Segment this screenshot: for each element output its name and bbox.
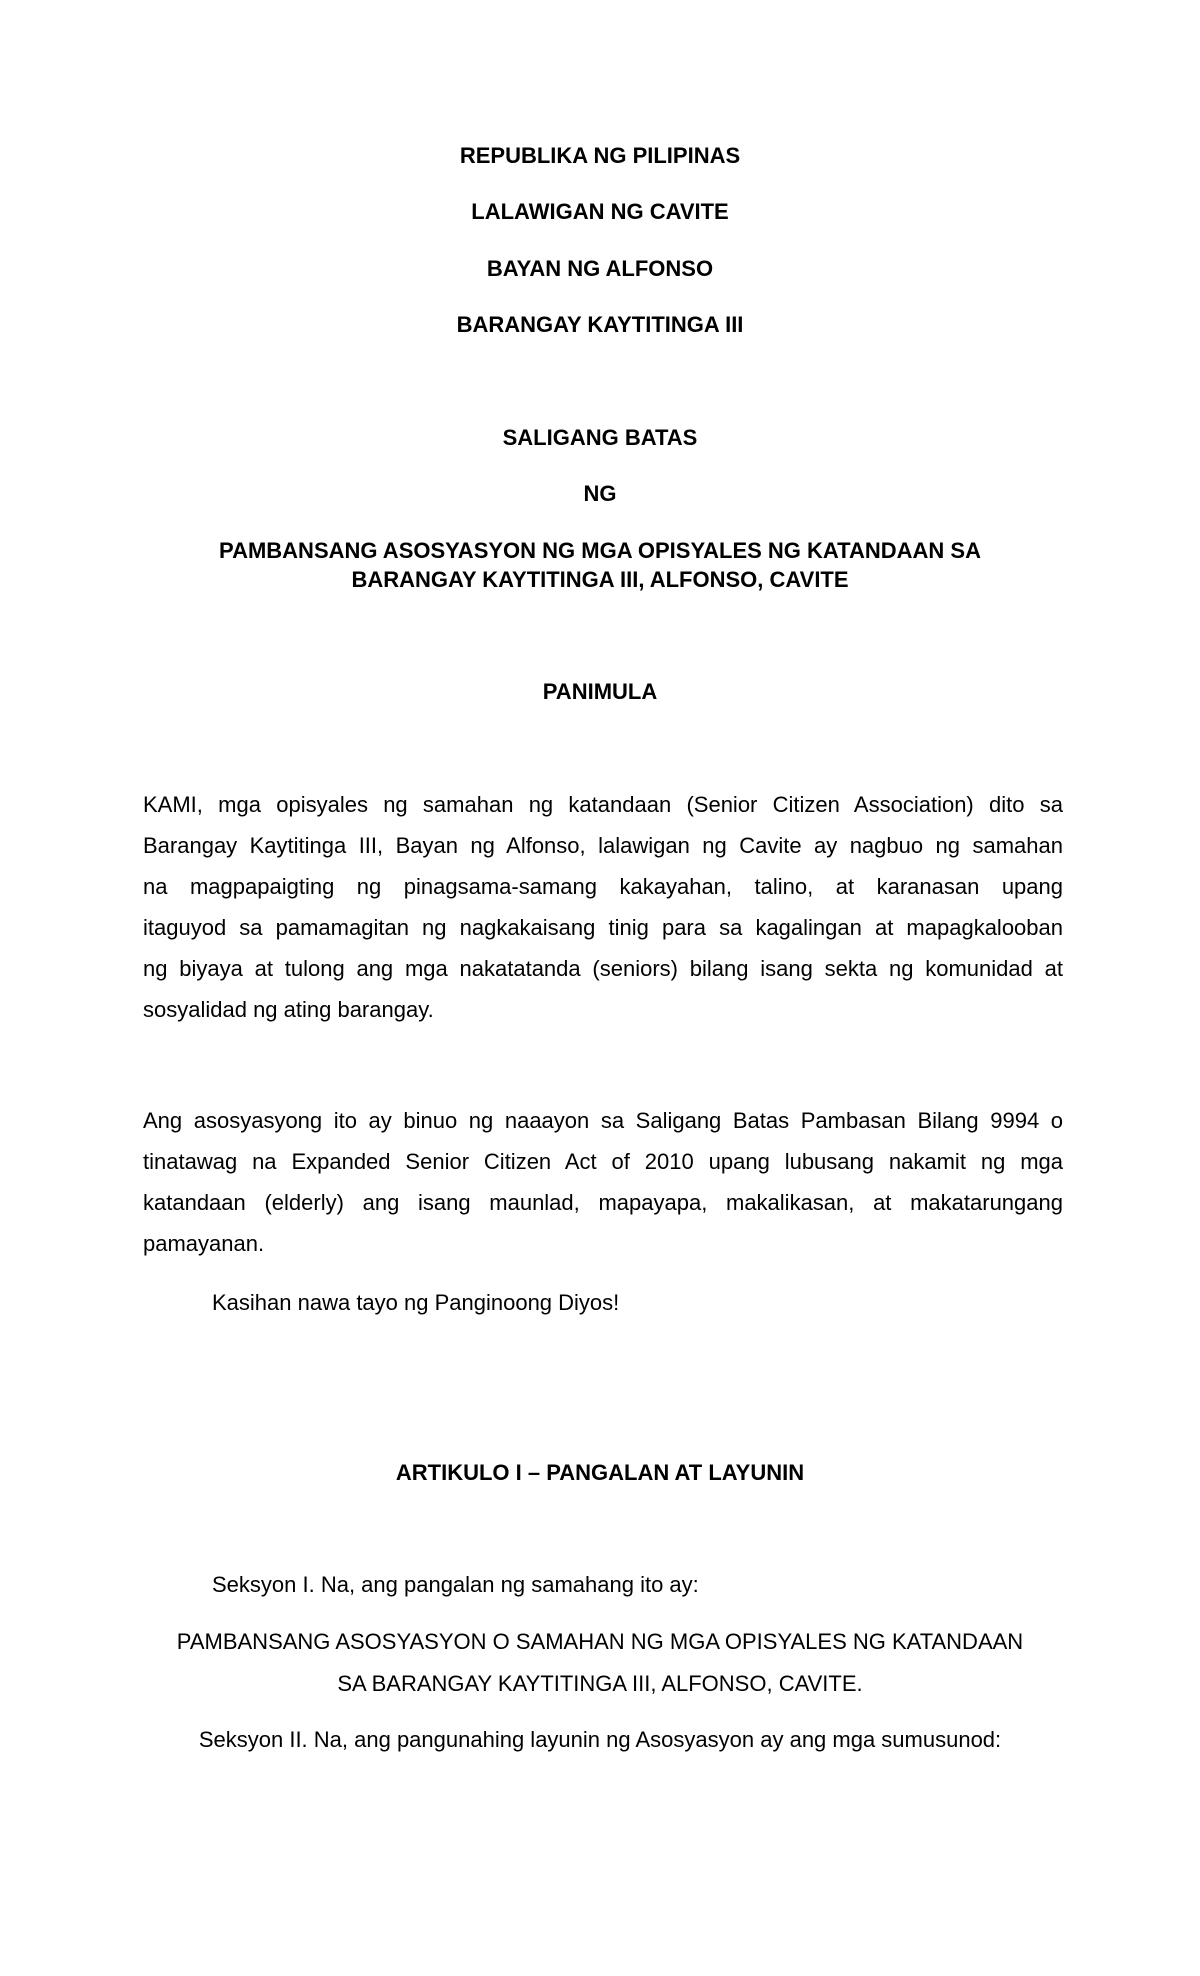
paragraph-line: Ang asosyasyong ito ay binuo ng naaayon sa Saligang Batas Pambasan Bilang 9994 o <box>143 1108 1063 1133</box>
association-name-line1: PAMBANSANG ASOSYASYON NG MGA OPISYALES NG KATANDAAN SA <box>219 538 981 563</box>
header-municipality: BAYAN NG ALFONSO <box>486 256 714 281</box>
seksyon-2-text: Seksyon II. Na, ang pangunahing layunin ng Asosyasyon ay ang mga sumusunod: <box>198 1727 1002 1752</box>
paragraph-line: pamayanan. <box>143 1231 265 1256</box>
paragraph-line: KAMI, mga opisyales ng samahan ng katandaan (Senior Citizen Association) dito sa <box>143 792 1063 817</box>
seksyon-1-text: Seksyon I. Na, ang pangalan ng samahang ito ay: <box>212 1572 699 1597</box>
paragraph-line: ng biyaya at tulong ang mga nakatatanda (seniors) bilang isang sekta ng komunidad at <box>143 956 1063 981</box>
closing-blessing: Kasihan nawa tayo ng Panginoong Diyos! <box>212 1290 620 1315</box>
paragraph-line: na magpapaigting ng pinagsama-samang kakayahan, talino, at karanasan upang <box>143 874 1063 899</box>
paragraph-line: itaguyod sa pamamagitan ng nagkakaisang tinig para sa kagalingan at mapagkalooban <box>143 915 1063 940</box>
paragraph-line: katandaan (elderly) ang isang maunlad, mapayapa, makalikasan, at makatarungang <box>143 1190 1063 1215</box>
artikulo-1-heading: ARTIKULO I – PANGALAN AT LAYUNIN <box>395 1460 805 1485</box>
paragraph-line: sosyalidad ng ating barangay. <box>143 997 434 1022</box>
official-name-line1: PAMBANSANG ASOSYASYON O SAMAHAN NG MGA OPISYALES NG KATANDAAN <box>176 1629 1024 1654</box>
official-name-line2: SA BARANGAY KAYTITINGA III, ALFONSO, CAVITE. <box>337 1671 863 1696</box>
document-title-connector: NG <box>583 481 617 506</box>
panimula-heading: PANIMULA <box>542 679 658 704</box>
paragraph-line: Barangay Kaytitinga III, Bayan ng Alfonso, lalawigan ng Cavite ay nagbuo ng samahan <box>143 833 1063 858</box>
panimula-paragraph-1 <box>143 784 1063 1030</box>
header-republic: REPUBLIKA NG PILIPINAS <box>459 143 741 168</box>
panimula-paragraph-2 <box>143 1100 1063 1264</box>
paragraph-line: tinatawag na Expanded Senior Citizen Act of 2010 upang lubusang nakamit ng mga <box>143 1149 1063 1174</box>
header-province: LALAWIGAN NG CAVITE <box>471 199 729 224</box>
association-name-line2: BARANGAY KAYTITINGA III, ALFONSO, CAVITE <box>351 567 849 592</box>
document-title: SALIGANG BATAS <box>502 425 698 450</box>
header-barangay: BARANGAY KAYTITINGA III <box>456 312 744 337</box>
